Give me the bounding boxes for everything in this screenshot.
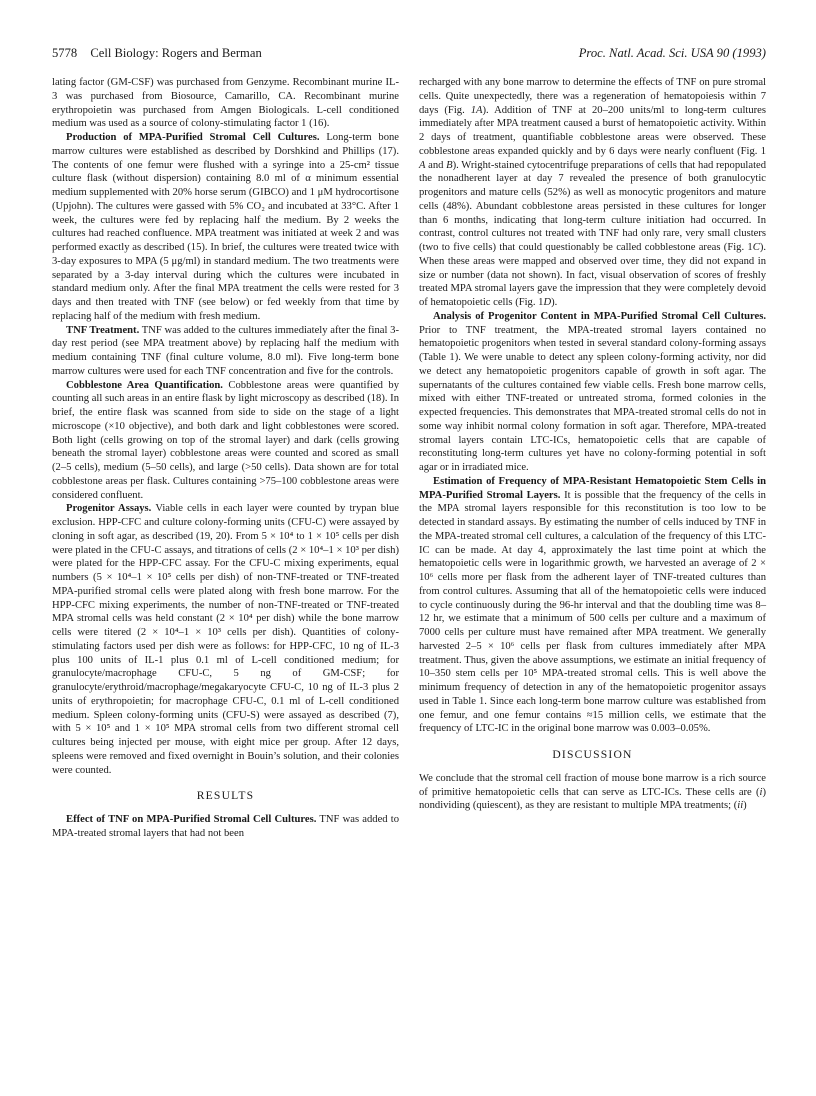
effect-text: TNF was added to MPA-treated stromal layers that had not been <box>52 814 400 839</box>
figure-ref-a: A <box>419 159 426 171</box>
discussion-text-b: ) nondividing (quiescent), as they are resistant to multiple MPA treatments; ( <box>419 786 766 812</box>
continued-text-d: ). Wright-stained cytocentrifuge preparations of cells that had repopulated the nonadherent layer at day 7 revealed the presence of both granulocytic progenitors and mature cells (52%) as well as monocytic progenitors and mature cells (48%). Abundant cobblestone areas persisted in these cultures for longer than 6 months, indicating that long-term culture initiation had occurred. In contrast, control cultures not treated with TNF had only rare, very small clusters (two to five cells) that could questionably be called cobblestone areas (Fig. 1 <box>419 159 767 253</box>
continued-text-c: and <box>425 159 447 171</box>
continued-paragraph <box>419 76 766 310</box>
tnf-paragraph <box>52 324 399 379</box>
cobblestone-heading: Cobblestone Area Quantification. <box>66 379 223 391</box>
tnf-heading: TNF Treatment. <box>66 324 140 336</box>
estimation-paragraph <box>419 475 766 736</box>
discussion-text-c: ) <box>743 800 747 812</box>
results-section-title: RESULTS <box>196 789 255 803</box>
left-column <box>52 76 399 841</box>
figure-ref-1a: 1A <box>470 104 483 116</box>
tnf-text: TNF was added to the cultures immediately after the final 3-day rest period (see MPA treatment above) by replacing half the medium with medium containing TNF (final culture volume, 8.0 ml). Five long-term bone marrow cultures were used for each TNF concentration and five for the controls. <box>52 324 399 377</box>
running-title: Cell Biology: Rogers and Berman <box>90 46 262 60</box>
progenitor-paragraph <box>52 502 399 777</box>
figure-ref-c: C <box>752 242 760 253</box>
figure-ref-d: D <box>543 297 552 308</box>
analysis-heading: Analysis of Progenitor Content in MPA-Purified Stromal Cell Cultures. <box>433 310 766 322</box>
continued-text-f: ). <box>551 297 558 308</box>
estimation-text: It is possible that the frequency of the cells in the MPA stromal layers responsible for this reconstitution is too low to be detected in standard assays. By estimating the number of cells induced by TNF in the MPA-treated stromal cell cultures, a calculation of the frequency of this LTC-IC can be made. At day 4, approximately the last time point at which the hematopoietic cells were in logarithmic growth, we harvested an average of 2 × 10⁶ cells more per flask from the adherent layer of TNF-treated cultures than from control cultures. Assuming that all of the hematopoietic cells were induced to cycle continuously during the 96-hr interval and that the doubling time was 8–12 hr, we estimate that a minimum of 500 cells per culture and a maximum of 7000 cells per culture must have remained after MPA treatment. We generally harvested 2–5 × 10⁶ cells per flask from cultures immediately after MPA treatment. Thus, given the above assumptions, we estimate an initial frequency of 10–350 stem cells per 10⁵ MPA-treated stromal cells. This is well above the minimum frequency of detection in any of the hematopoietic progenitor assays used in Table 1. Since each long-term bone marrow culture was established from one femur, and one femur contains ≈15 million cells, we estimate that the frequency of LTC-IC in the original bone marrow was 0.003–0.05%. <box>419 489 766 735</box>
right-column <box>419 76 766 813</box>
roman-ii: ii <box>737 800 744 812</box>
production-heading: Production of MPA-Purified Stromal Cell Cultures. <box>66 132 320 143</box>
estimation-heading: Estimation of Frequency of MPA-Resistant Hematopoietic Stem Cells in MPA-Purified Stromal Layers. <box>419 475 766 501</box>
intro-paragraph: lating factor (GM-CSF) was purchased from Genzyme. Recombinant murine IL-3 was purchased from Biosource, Camarillo, CA. Recombinant murine erythropoietin was purchased from Amgen Biologicals. L-cell conditioned medium was used as a source of colony-stimulating factor 1 (16). <box>52 77 399 130</box>
progenitor-text: Viable cells in each layer were counted by trypan blue exclusion. HPP-CFC and culture colony-forming units (CFU-C) were assayed by cloning in soft agar, as described (19, 20). From 5 × 10⁴ to 1 × 10⁵ cells per dish were plated in the CFU-C assays, and titrations of cells (2 × 10⁴–1 × 10³ per dish) were plated for the HPP-CFC assay. For the CFU-C mixing experiments, equal numbers (5 × 10⁴–1 × 10⁵ cells per dish) of non-TNF-treated or TNF-treated MPA-purified stromal cells were plated along with fresh bone marrow. For the HPP-CFC mixing experiments, the number of non-TNF-treated or TNF-treated MPA stromal cells was held constant (2 × 10⁴ per dish) while the bone marrow cells were titered (2 × 10⁴–1 × 10³ cells per dish). Quantities of colony-stimulating factors used per dish were as follows: for HPP-CFC, 10 ng of IL-3 plus 100 units of IL-1 plus 0.1 ml of L-cell conditioned medium; for granulocyte/macrophage CFU-C, 5 ng of GM-CSF; for granulocyte/erythroid/macrophage/megakaryocyte CFU-C, 10 ng of IL-3 plus 2 units of erythropoietin; for macrophage CFU-C, 0.1 ml of L-cell conditioned medium. Spleen colony-forming units (CFU-S) were assayed as described (7), with 5 × 10⁵ and 1 × 10⁵ MPA stromal cells from two different stromal cell cultures being injected per mouse, with eight mice per group. After 12 days, spleens were removed and fixed overnight in Bouin’s solution, and their colonies were counted. <box>52 503 399 776</box>
figure-ref-b: B <box>446 159 453 171</box>
discussion-text-a: We conclude that the stromal cell fraction of mouse bone marrow is a rich source of primitive hematopoietic cells that can serve as LTC-ICs. These cells are ( <box>419 772 766 798</box>
continued-text-e: ). When these areas were mapped and observed over time, they did not expand in size or number (data not shown). In fact, visual observation of scores of freshly treated MPA stromal layers gave the impression that they were completely devoid of hematopoietic cells (Fig. 1 <box>419 242 766 308</box>
production-paragraph <box>52 131 399 324</box>
cobblestone-paragraph <box>52 379 399 503</box>
page-number: 5778 <box>52 46 78 60</box>
production-text: Long-term bone marrow cultures were established as described by Dorshkind and Phillips (17). The contents of one femur were flushed with a syringe into a 25-cm² tissue culture flask (without dispersion) containing 8.0 ml of α minimum essential medium supplemented with 20% horse serum (GIBCO) and 1 μM hydrocortisone (Upjohn). The cultures were gassed with 5% CO₂ and incubated at 33°C. After 1 week, the cultures were fed by replacing half the medium. By 2 weeks the cultures had reached confluence. MPA treatment was initiated at week 2 and was performed exactly as described (15). In brief, the cultures were treated twice with 3-day exposures to MPA (5 μg/ml) in standard medium. The two treatments were separated by a 3-day interval during which the cultures were incubated in standard medium only. After the final MPA treatment the cells were rested for 3 days and then treated with TNF (see below) or fed weekly from that time by replacing half of the medium with fresh medium. <box>52 132 399 322</box>
continued-text-b: ). Addition of TNF at 20–200 units/ml to long-term cultures immediately after MPA treatment caused a burst of hematopoietic activity. Within 2 days of treatment, quantifiable cobblestone areas were observed. These cobblestone areas expanded quickly and by 6 days were nearly confluent (Fig. 1 <box>419 104 766 157</box>
discussion-paragraph <box>419 772 766 813</box>
analysis-paragraph <box>419 310 766 475</box>
page-header <box>52 46 766 64</box>
analysis-text: Prior to TNF treatment, the MPA-treated stromal layers contained no hematopoietic progenitors when tested in several standard colony-forming assays (Table 1). We were unable to detect any spleen colony-forming activity, nor did we detect any hematopoietic progenitors capable of growth in soft agar. The supernatants of the cultures contained few viable cells. Fresh bone marrow cells, mixed with either TNF-treated or untreated stroma, formed colonies in the expected frequencies. This demonstrates that MPA-treated stromal cells do not in some way inhibit normal colony formation in soft agar. Therefore, MPA-treated stromal layers contain LTC-ICs, hematopoietic cells that are capable of reconstituting long-term cultures yet have no colony-forming potential in soft agar or in irradiated mice. <box>419 324 766 473</box>
header-left <box>52 46 262 61</box>
journal-citation: Proc. Natl. Acad. Sci. USA 90 (1993) <box>578 46 766 60</box>
effect-paragraph <box>52 813 399 841</box>
progenitor-heading: Progenitor Assays. <box>66 503 152 515</box>
effect-heading: Effect of TNF on MPA-Purified Stromal Cell Cultures. <box>66 814 317 825</box>
discussion-section-title: DISCUSSION <box>552 748 633 761</box>
roman-i: i <box>759 786 763 798</box>
cobblestone-text: Cobblestone areas were quantified by counting all such areas in an entire flask by light microscopy as described (18). In brief, the entire flask was scanned from side to side on the stage of a light microscope (×10 objective), and both dark and light cobblestones were scored. Both light (cells growing on top of the stromal layer) and dark (cells growing beneath the stromal layer) cobblestone areas were counted and scored as small (2–5 cells), medium (5–50 cells), and large (>50 cells). Data shown are for total cobblestone areas per flask. Cultures containing >75–100 cobblestone areas were considered confluent. <box>52 379 400 501</box>
continued-text-a: recharged with any bone marrow to determine the effects of TNF on pure stromal cells. Quite unexpectedly, there was a regeneration of hematopoiesis within 7 days (Fig. <box>419 77 766 116</box>
